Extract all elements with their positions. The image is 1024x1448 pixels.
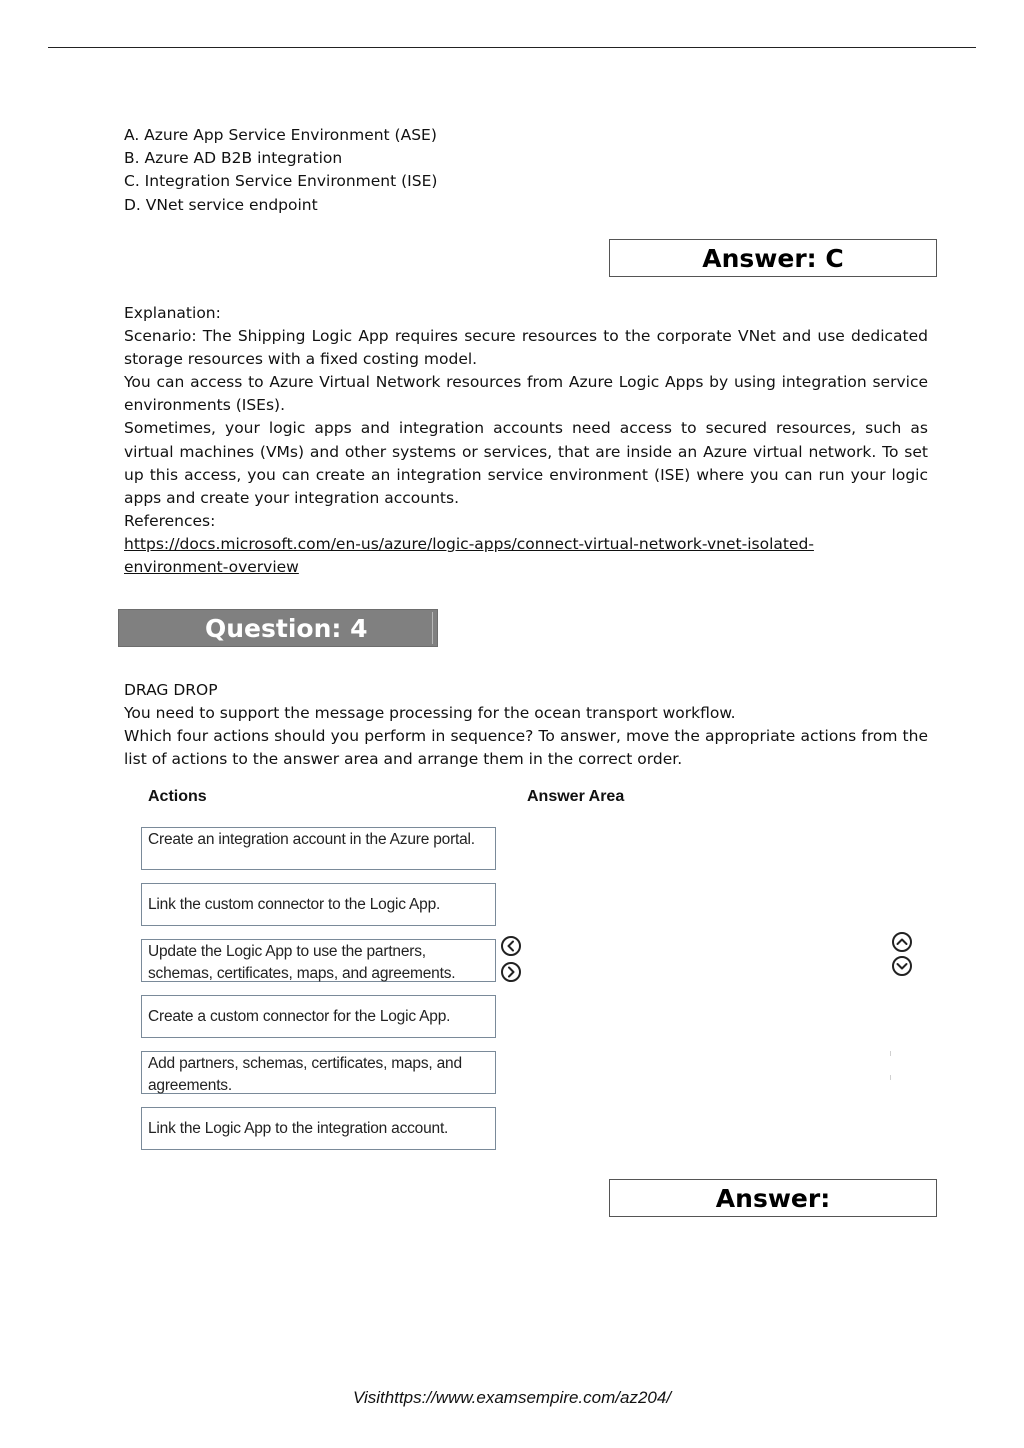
header-rule: [48, 47, 976, 48]
answer-options: [124, 124, 437, 217]
answer-area-marker: [890, 1075, 891, 1080]
option-c: C. Integration Service Environment (ISE): [124, 172, 438, 191]
move-left-icon[interactable]: [501, 936, 521, 956]
option-d: D. VNet service endpoint: [124, 195, 318, 214]
option-a: A. Azure App Service Environment (ASE): [124, 126, 437, 144]
references-label: References:: [124, 511, 216, 530]
explanation-label: Explanation:: [124, 304, 221, 322]
action-item-link-integration-account[interactable]: Link the Logic App to the integration account.: [141, 1107, 496, 1150]
move-right-icon[interactable]: [501, 962, 521, 982]
explanation-paragraph: You can access to Azure Virtual Network resources from Azure Logic Apps by using integration service environments (ISEs).: [124, 373, 928, 415]
banner-divider: [432, 612, 433, 644]
question-banner: [118, 609, 438, 647]
actions-heading: Actions: [148, 788, 207, 805]
question-type: DRAG DROP: [124, 681, 218, 699]
answer-area-heading: Answer Area: [527, 788, 625, 805]
reference-link[interactable]: [124, 533, 928, 579]
move-up-icon[interactable]: [892, 932, 912, 952]
reference-link-line2[interactable]: environment-overview: [124, 558, 299, 577]
move-down-icon[interactable]: [892, 956, 912, 976]
footer-url: Visithttps://www.examsempire.com/az204/: [352, 1388, 672, 1407]
answer-box-q3: Answer: C: [609, 239, 937, 277]
explanation-block: [124, 302, 928, 579]
action-item-create-custom-connector[interactable]: Create a custom connector for the Logic App.: [141, 995, 496, 1038]
question-line: Which four actions should you perform in sequence? To answer, move the appropriate actions from the list of actions to the answer area and arrange them in the correct order.: [124, 727, 928, 769]
option-b: B. Azure AD B2B integration: [124, 149, 343, 168]
reference-link-line1[interactable]: https://docs.microsoft.com/en-us/azure/logic-apps/connect-virtual-network-vnet-isolated-: [124, 534, 814, 553]
action-item-create-integration-account[interactable]: Create an integration account in the Azure portal.: [141, 827, 496, 870]
question-number: Question: 4: [205, 614, 368, 643]
explanation-paragraph: Sometimes, your logic apps and integration accounts need access to secured resources, such as virtual machines (VMs) and other systems or services, that are inside an Azure virtual network. To set up this access, you can create an integration service environment (ISE) where you can run your logic apps and create your integration accounts.: [124, 419, 928, 507]
answer-area-marker: [890, 1051, 891, 1056]
explanation-paragraph: Scenario: The Shipping Logic App requires secure resources to the corporate VNet and use dedicated storage resources with a fixed costing model.: [124, 327, 928, 369]
question-line: You need to support the message processing for the ocean transport workflow.: [124, 704, 736, 723]
action-item-link-custom-connector[interactable]: Link the custom connector to the Logic App.: [141, 883, 496, 926]
answer-box-q4: Answer:: [609, 1179, 937, 1217]
action-item-update-logic-app[interactable]: Update the Logic App to use the partners, schemas, certificates, maps, and agreements.: [141, 939, 496, 982]
action-item-add-partners[interactable]: Add partners, schemas, certificates, maps, and agreements.: [141, 1051, 496, 1094]
question-body: [124, 679, 928, 771]
